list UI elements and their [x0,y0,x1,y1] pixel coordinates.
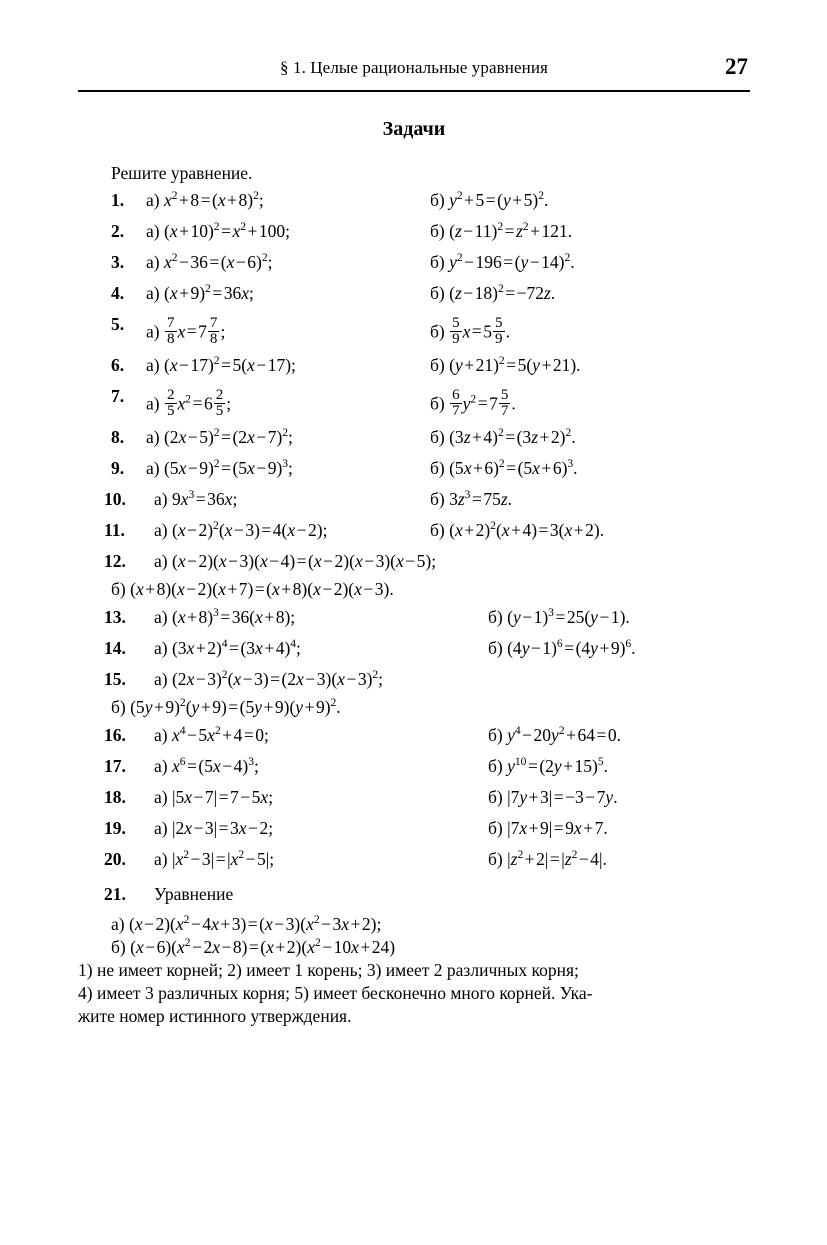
problem-21 [78,883,758,1028]
problem-part-a: а) $9x^3=36x$; [154,488,238,509]
page-number: 27 [725,54,748,79]
problem-15 [78,668,758,727]
exercise-list [78,165,758,1028]
problem-number: 21. [104,883,126,904]
problem-number: 1. [111,189,125,210]
problem-part-b: б) (x+8)(x−2)(x+7)=(x+8)(x−2)(x−3). [111,578,394,599]
problem-part-a: а) $|x^2-3|=|x^2-5|$; [154,848,275,869]
problem-part-a: а) $(3x+2)^4=(3x+4)^4$; [154,637,301,658]
problem-number: 10. [104,488,126,509]
problem-number: 19. [104,817,126,838]
problem-number: 12. [104,550,126,571]
problem-part-b: б) $(z-11)^2=z^2+121$. [430,220,573,241]
problem-3 [78,251,758,285]
problem-6 [78,354,758,388]
running-head-title: § 1. Целые рациональные уравнения [280,58,548,77]
problem-number: 20. [104,848,126,869]
problem-number: 4. [111,282,125,303]
problem-21-part-b: б) $(x-6)(x^2-2x-8)=(x+2)(x^2-10x+24)$ [111,936,396,957]
problem-part-a: а) $(x-17)^2=5(x-17)$; [146,354,296,375]
problem-4 [78,282,758,316]
problem-part-a: а) |5x−7|=7−5x; [154,786,274,807]
problem-part-a: а) |2x−3|=3x−2; [154,817,274,838]
problem-part-b: б) $\frac{5}{9}$ x=5 $\frac{5}{9}$ . [430,314,510,348]
problem-part-a: а) $x^2-36=(x-6)^2$; [146,251,273,272]
problem-part-a: а) $(x+9)^2=36x$; [146,282,254,303]
problem-part-a: а) (x−2)(x−3)(x−4)=(x−2)(x−3)(x−5); [154,550,437,571]
problem-number: 14. [104,637,126,658]
problem-part-b: б) $(z-18)^2=-72z$. [430,282,556,303]
problem-21-part-a: а) $(x-2)(x^2-4x+3)=(x-3)(x^2-3x+2)$; [111,913,382,934]
section-title: Задачи [382,118,446,140]
problem-part-b: б) $(y+21)^2=5(y+21)$. [430,354,581,375]
problem-part-b: б) |7y+3|=−3−7y. [488,786,618,807]
problem-21-label: Уравнение [154,883,234,904]
problem-part-b: б) $(4y-1)^6=(4y+9)^6$. [488,637,636,658]
problem-number: 18. [104,786,126,807]
problem-10 [78,488,758,522]
problem-part-b: б) $3z^3=75z$. [430,488,513,509]
problem-part-b: б) $(5y+9)^2(y+9)=(5y+9)(y+9)^2$. [111,696,341,717]
problem-number: 15. [104,668,126,689]
problem-7 [78,385,758,429]
problem-number: 2. [111,220,125,241]
problem-part-a: а) $\frac{7}{8}$ x=7 $\frac{7}{8}$ ; [146,314,226,348]
problem-number: 11. [104,519,125,540]
problem-8 [78,426,758,460]
problem-number: 3. [111,251,125,272]
problem-number: 6. [111,354,125,375]
instruction-text: Решите уравнение. [111,163,253,183]
problem-20 [78,848,758,882]
problem-part-b: б) $(y-1)^3=25(y-1)$. [488,606,630,627]
problem-part-a: а) $(x+10)^2=x^2+100$; [146,220,291,241]
problem-part-a: а) $\frac{2}{5}$ $x^2=6$ $\frac{2}{5}$ ; [146,386,232,420]
problem-number: 7. [111,385,125,406]
problem-part-b: б) |7x+9|=9x+7. [488,817,608,838]
problem-part-a: а) $(2x-5)^2=(2x-7)^2$; [146,426,293,447]
problem-part-a: а) $(5x-9)^2=(5x-9)^3$; [146,457,293,478]
problem-number: 13. [104,606,126,627]
header-rule [78,90,750,92]
problem-part-b: б) $(3z+4)^2=(3z+2)^2$. [430,426,576,447]
problem-9 [78,457,758,491]
problem-11 [78,519,758,553]
problem-21-options-line-3: жите номер истинного утверждения. [78,1005,352,1026]
problem-12 [78,550,758,609]
problem-19 [78,817,758,851]
problem-number: 17. [104,755,126,776]
problem-18 [78,786,758,820]
problem-part-a: а) $(x-2)^2(x-3)=4(x-2)$; [154,519,328,540]
problem-number: 9. [111,457,125,478]
problem-part-b: б) $y^4-20y^2+64=0$. [488,724,621,745]
problem-13 [78,606,758,640]
problem-number: 16. [104,724,126,745]
problem-14 [78,637,758,671]
problem-part-b: б) $(x+2)^2(x+4)=3(x+2)$. [430,519,605,540]
problem-1 [78,189,758,223]
problem-5 [78,313,758,357]
problem-part-b: б) $|z^2+2|=|z^2-4|$. [488,848,607,869]
problem-2 [78,220,758,254]
problem-part-a: а) $(2x-3)^2(x-3)=(2x-3)(x-3)^2$; [154,668,384,689]
problem-part-a: а) $(x+8)^3=36(x+8)$; [154,606,296,627]
problem-number: 5. [111,313,125,334]
problem-17 [78,755,758,789]
problem-part-a: а) $x^4-5x^2+4=0$; [154,724,269,745]
problem-part-a: а) $x^2+8=(x+8)^2$; [146,189,264,210]
problem-part-a: а) $x^6=(5x-4)^3$; [154,755,259,776]
problem-16 [78,724,758,758]
problem-number: 8. [111,426,125,447]
problem-21-options-line-2: 4) имеет 3 различных корня; 5) имеет бесконечно много корней. Ука- [78,982,593,1003]
problem-part-b: б) $y^2-196=(y-14)^2$. [430,251,575,272]
problem-part-b: б) $\frac{6}{7}$ $y^2=7$ $\frac{5}{7}$ . [430,386,516,420]
problem-21-options-line-1: 1) не имеет корней; 2) имеет 1 корень; 3) имеет 2 различных корня; [78,959,579,980]
problem-part-b: б) $y^2+5=(y+5)^2$. [430,189,549,210]
page-header [78,54,750,92]
problem-part-b: б) $(5x+6)^2=(5x+6)^3$. [430,457,578,478]
problem-part-b: б) $y^{10}=(2y+15)^5$. [488,755,609,776]
